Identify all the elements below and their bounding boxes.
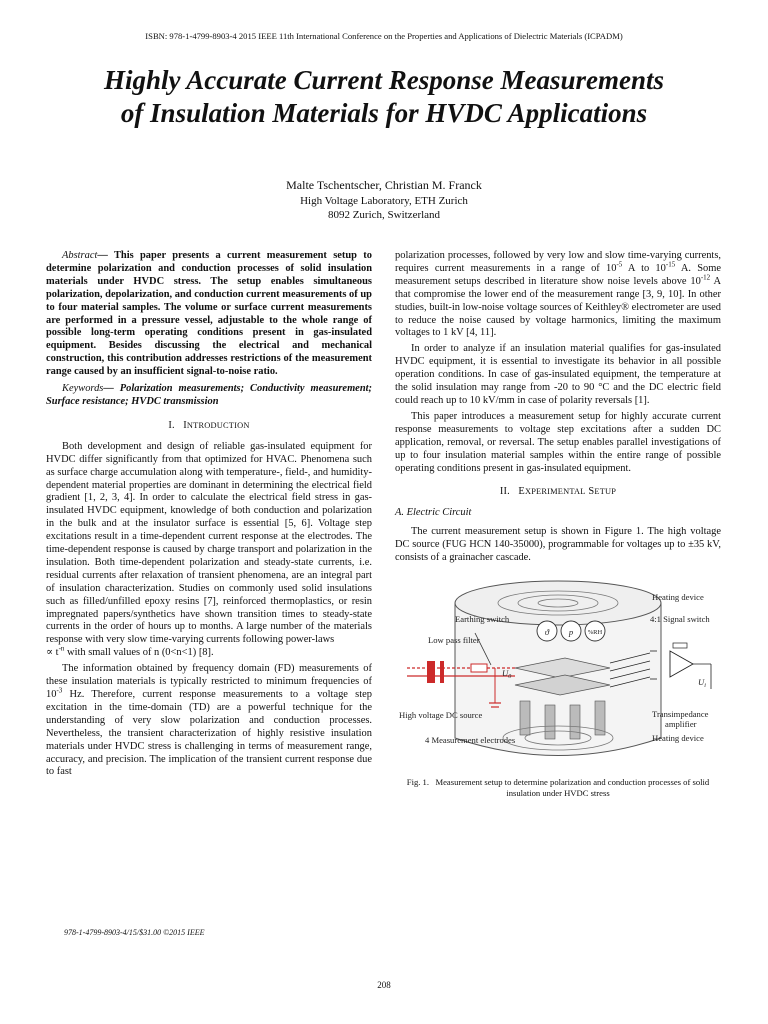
section-number: I. [168,419,175,431]
left-column [46,250,372,779]
figure-1 [395,573,721,773]
section-heading-introduction [46,420,372,433]
affiliation-line-2: 8092 Zurich, Switzerland [327,209,441,221]
right-p1-d: A that compromise the lower end of the measurement range [3, 9, 10]. In other studies, built-in low-noise voltage sources of Keithley® electrometer are used to reduce the noise caused by voltage harmonics, limiting the maximum voltages to 1 kV [4, 11]. [395,275,721,339]
label-transimpedance: Transimpedance [652,708,709,719]
caption-label: Fig. 1. [406,776,430,787]
hv-source-block [427,661,435,683]
copyright-footnote: 978-1-4799-8903-4/15/$31.00 ©2015 IEEE [64,928,205,937]
intro-p1-formula: ∝ t [46,647,59,659]
keywords-text: Polarization measurements; Conductivity measurement; Surface resistance; HVDC transmission [46,383,372,407]
abstract-dash: — [97,250,114,261]
label-electrodes: 4 Measurement electrodes [425,734,516,745]
authors: Malte Tschentscher, Christian M. Franck [286,178,482,192]
label-earthing-switch: Earthing switch [455,613,510,624]
intro-paragraph-2 [46,663,372,779]
right-p1-b: A to 10 [622,262,666,274]
section-number: II. [499,486,510,498]
title-line-2: of Insulation Materials for HVDC Applications [120,98,648,128]
sensor-p: p [568,626,574,637]
section-heading-experimental-setup [395,486,721,499]
right-paragraph-2: In order to analyze if an insulation material qualifies for gas-insulated HVDC equipment, it is essential to investigate its behavior in all possible operation conditions. In case of gas-insulated equipment, the temperature at the solid insulation may range from -20 to 90 °C and the DC electric field could reach up to 10 kV/mm in case of polarity reversals [1]. [395,343,721,406]
intro-p1-text: Both development and design of reliable gas-insulated equipment for HVDC differ significantly from that optimized for HVAC. Phenomena such as surface charge accumulation along with temperature-, field-, and humidity-dependent material properties are dominant in determining the electrical field gradient [1, 2, 3, 4]. In order to calculate the electrical field stress in gas-insulated HVDC equipment, knowledge of both conduction and polarization in the bulk and at the insulator surface is essential [5, 6]. Voltage step excitations result in a time-dependent current response at the electrodes. The time-dependent response is caused by charge transport and polarization in the insulation. Both time-dependent polarization and steady-state currents, i.e. residual currents after relaxation of transient phenomena, are an integral part of insulation characterization. Studies on commonly used solid insulations such as filled/unfilled epoxy resins [7], reinforced thermoplastics, or resin impregnated papers/synthetics have shown transition times to steady-state currents in the order of hours up to months. A large number of the materials response with very slow time-varying currents following power-laws [46,440,372,646]
sensor-theta: ϑ [544,626,550,637]
section-first-letter: I [183,419,187,431]
subsection-heading-electric-circuit: A. Electric Circuit [395,507,472,519]
label-signal-switch: 4:1 Signal switch [650,613,710,624]
section-first-letter: E [518,486,525,498]
right-p1-sup3: -12 [700,273,711,282]
intro-p2-b: Hz. Therefore, current response measurements to a voltage step excitation in the time-domain (TD) are a powerful technique for the understanding of very slow polarization and conduction processes. Nevertheless, the transient characterization of highly resistive insulation materials under HVDC stress is challenging in terms of measurement range, accuracy, and precision. The implication of the transient current response due to fast [46,689,372,778]
low-pass-filter-resistor [471,664,487,672]
figure-caption [395,777,721,799]
abstract-text: This paper presents a current measurement setup to determine polarization and conduction processes of solid insulation materials under HVDC stress. The setup enables simultaneous polarization, depolarization, and conduction current measurements of up to four material samples. The volume or surface current measurements are performed in a pressure vessel, adjustable to the whole range of possible long-term operating conditions present in gas-insulated equipment. Besides discussing the electrical and mechanical construction, this contribution addresses restrictions of the measurement range caused by an insufficient signal-to-noise ratio. [46,250,372,378]
caption-text: Measurement setup to determine polarization and conduction processes of solid insulation under HVDC stress [435,776,710,798]
intro-paragraph-1 [46,441,372,660]
label-heating-device-bottom: Heating device [652,732,704,743]
label-heating-device-top: Heating device [652,591,704,602]
intro-p2-sup: -3 [56,686,63,695]
right-p1-sup1: -5 [616,260,623,269]
section-first-letter-2: S [588,486,595,498]
label-hv-source: High voltage DC source [399,709,483,720]
section-rest-2: ETUP [594,487,617,497]
right-p1-sup2: -15 [665,260,676,269]
section-rest: XPERIMENTAL [524,487,586,497]
intro-p2-a: The information obtained by frequency domain (FD) measurements of these insulation materials is typically restricted to minimum frequencies of 10 [46,663,372,700]
right-column [395,250,721,799]
right-paragraph-3: This paper introduces a measurement setup for highly accurate current response measurements to voltage step excitations after a sudden DC application, removal, or reversal. The setup enables parallel investigations of up to four insulation material samples within the entire range of possible operating conditions present in gas-insulated equipment. [395,410,721,474]
conference-header: ISBN: 978-1-4799-8903-4 2015 IEEE 11th International Conference on the Properties and Applications of Dielectric Materials (ICPADM) [145,31,623,41]
circuit-paragraph: The current measurement setup is shown in Figure 1. The high voltage DC source (FUG HCN 140-35000), programmable for voltages up to ±35 kV, consists of a grainacher cascade. [395,526,721,564]
sensor-rh: %RH [587,628,603,636]
abstract-label: Abstract [62,250,98,261]
section-rest: NTRODUCTION [186,420,250,430]
title-line-1: Highly Accurate Current Response Measurements [103,65,665,95]
keywords-dash: — [103,383,120,395]
right-p1-a: polarization processes, followed by very low and slow time-varying currents, requires current measurements in a range of 10 [395,250,721,274]
keywords [46,383,372,409]
feedback-resistor [673,643,687,648]
page-number: 208 [377,980,391,990]
right-p1-c: A. Some measurement setups described in literature show noise levels above 10 [395,262,721,287]
keywords-label: Keywords [62,383,104,395]
u0-label: $U_0$ [502,667,512,680]
ui-label: $U_i$ [698,676,706,689]
affiliation-line-1: High Voltage Laboratory, ETH Zurich [300,195,468,207]
right-paragraph-1 [395,250,721,340]
setup-diagram [395,573,721,773]
paper-title [20,64,748,130]
intro-p1-sup: -n [58,644,65,653]
label-amplifier: amplifier [665,718,697,729]
transimpedance-amplifier-icon [670,651,693,677]
label-low-pass-filter: Low pass filter [428,634,480,645]
abstract [46,250,372,379]
intro-p1-end: with small values of n (0<n<1) [8]. [64,647,214,659]
